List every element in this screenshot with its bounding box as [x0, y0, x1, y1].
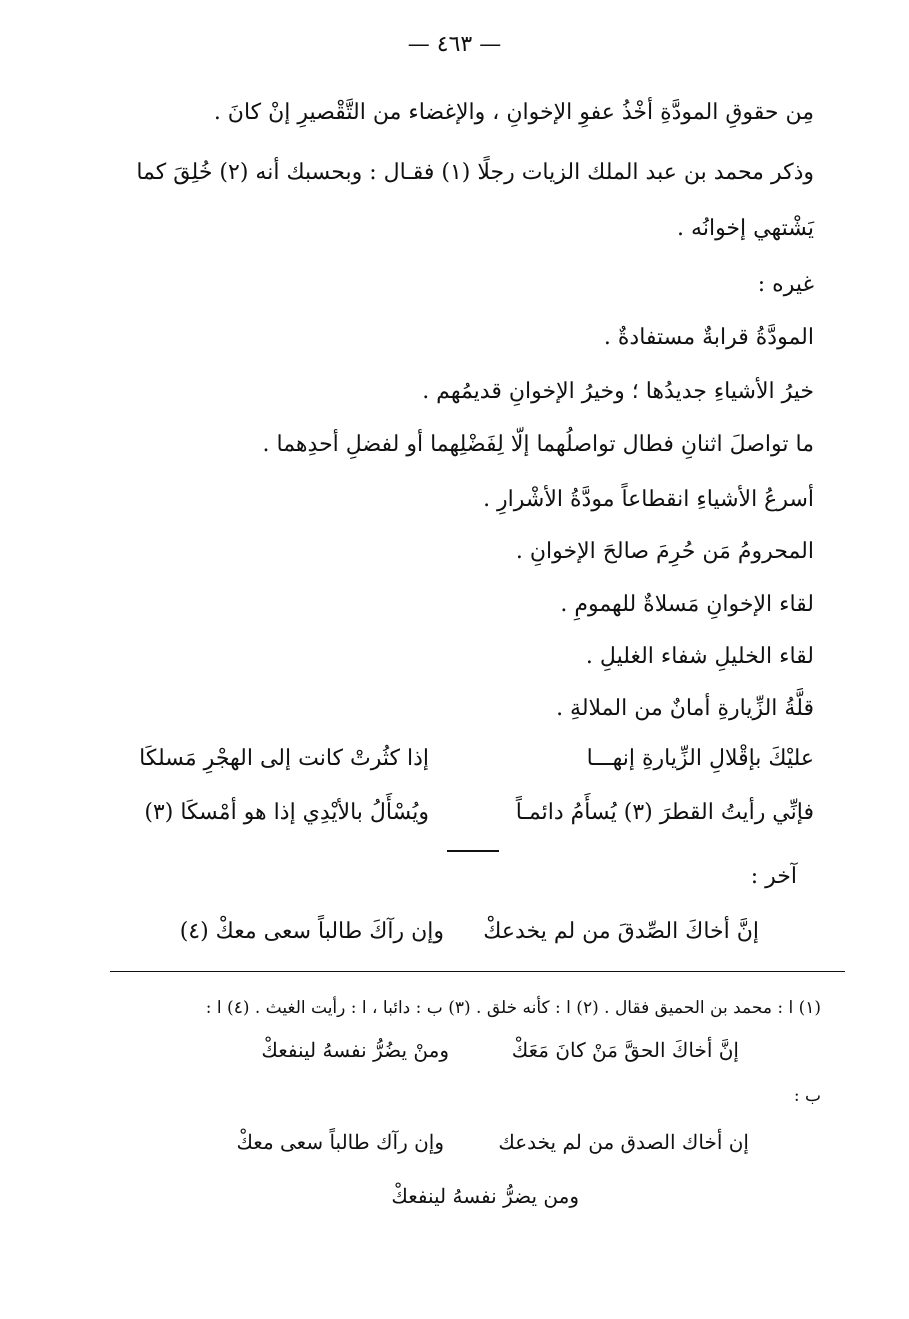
- verse-1: [0, 744, 909, 774]
- footnote-b-label: ب :: [793, 1086, 821, 1106]
- footnote-rule: [110, 971, 845, 972]
- text-line-10: لقاء الإخوانِ مَسلاةٌ للهمومِ .: [560, 592, 814, 617]
- other-label: آخر :: [750, 864, 797, 889]
- text-line-7: ما تواصلَ اثنانِ فطال تواصلُهما إلّا لِفَضْلِهما أو لفضلِ أحدِهما .: [262, 432, 814, 457]
- verse-2-first-hemistich: فإنِّي رأيتُ القطرَ (٣) يُسأَمُ دائمـاً: [515, 800, 814, 825]
- text-line-11: لقاء الخليلِ شفاء الغليلِ .: [585, 644, 814, 669]
- footnote-verse-2-first: إن أخاك الصدق من لم يخدعك: [498, 1130, 749, 1154]
- text-line-3: يَشْتهي إخوانُه .: [677, 216, 814, 241]
- text-line-4: غيره :: [757, 272, 814, 297]
- text-line-6: خيرُ الأشياءِ جديدُها ؛ وخيرُ الإخوانِ قديمُهم .: [422, 379, 814, 404]
- text-line-1: مِن حقوقِ المودَّةِ أخْذُ عفوِ الإخوانِ ، والإغضاء من التَّقْصيرِ إنْ كانَ .: [213, 100, 814, 125]
- footnote-verse-2: [0, 1128, 909, 1156]
- page-number: — ٤٦٣ —: [407, 32, 502, 57]
- footnote-verse-3: [0, 1182, 909, 1210]
- footnote-verse-1-first: إنَّ أخاكَ الحقَّ مَنْ كانَ مَعَكْ: [511, 1038, 739, 1062]
- verse-1-first-hemistich: عليْكَ بإقْلالِ الزِّيارةِ إنهـــا: [586, 746, 814, 771]
- verse-2: [0, 798, 909, 828]
- verse-3: [0, 917, 909, 947]
- text-line-5: المودَّةُ قرابةٌ مستفادةٌ .: [603, 325, 814, 350]
- section-separator: [447, 850, 499, 852]
- text-line-2: وذكر محمد بن عبد الملك الزيات رجلًا (١) فقـال : وبحسبك أنه (٢) خُلِقَ كما: [136, 160, 814, 185]
- text-line-9: المحرومُ مَن حُرِمَ صالحَ الإخوانِ .: [515, 539, 814, 564]
- verse-2-second-hemistich: ويُسْأَلُ بالأيْدِي إذا هو أمْسكَا (٣): [144, 800, 429, 825]
- verse-3-second-hemistich: وإن رآكَ طالباً سعى معكْ (٤): [179, 919, 444, 944]
- text-line-8: أسرعُ الأشياءِ انقطاعاً مودَّةُ الأشْرارِ .: [483, 487, 814, 512]
- verse-3-first-hemistich: إنَّ أخاكَ الصِّدقَ من لم يخدعكْ: [483, 919, 759, 944]
- text-line-12: قلَّةُ الزِّيارةِ أمانٌ من الملالةِ .: [556, 696, 814, 721]
- footnote-verse-2-second: وإن رآك طالباً سعى معكْ: [236, 1130, 444, 1154]
- footnote-line-1: (١) ا : محمد بن الحميق فقال . (٢) ا : كأنه خلق . (٣) ب : دائبا ، ا : رأيت الغيث . (٤) ا :: [205, 998, 821, 1018]
- footnote-verse-1-second: ومنْ يضُرُّ نفسهُ لينفعكْ: [261, 1038, 449, 1062]
- footnote-verse-3-text: ومن يضرُّ نفسهُ لينفعكْ: [391, 1184, 579, 1208]
- verse-1-second-hemistich: إذا كثُرتْ كانت إلى الهجْرِ مَسلكَا: [139, 746, 429, 771]
- footnote-verse-1: [0, 1036, 909, 1064]
